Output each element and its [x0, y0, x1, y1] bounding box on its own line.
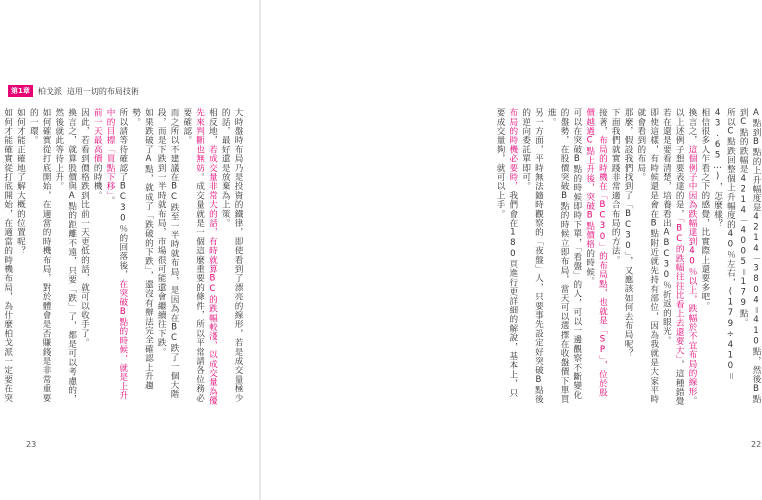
left-page: [0, 0, 259, 500]
highlighted-text: 「BC的跌幅往往比看上去還要大」: [674, 218, 685, 360]
body-text: 的時候。: [584, 248, 595, 286]
left_page-paragraph: [129, 108, 155, 406]
body-text: 大時盤時布局乃是投資的鐵律，即使看到了漂亮的線形，若是成交量極少的話，最好還是放棄為上策。: [220, 108, 243, 403]
left_page-paragraph: [154, 108, 180, 406]
body-text: 即使這樣，有時候還是會在B點附近就先持有部位，因為我就是大家平時就會看到的布局。: [635, 108, 659, 404]
body-text: 那麼，假設我們找到了「BC30」，又應該如何去布局呢？: [623, 108, 634, 358]
body-text: 跌幅是4214－4005＝179點。: [738, 146, 749, 328]
body-text: 下面我們就實踐非常適合布局的方法。: [610, 108, 621, 265]
left_page-paragraph: [103, 108, 129, 406]
highlighted-text: 前一天最高價: [92, 108, 103, 164]
left_page-paragraph: [78, 108, 91, 406]
body-text: A點到B點的上升幅度是4214－3804＝410點，然後B點到C點的: [738, 108, 761, 404]
body-text: 另一方面，平時無法隨時觀察的「夜盤」人，只要事先設定好突破B點後的逆向委託單即可。: [520, 108, 544, 404]
body-text: 換言之，: [687, 108, 698, 145]
running-header: [8, 85, 139, 97]
right_page-paragraph: [685, 108, 698, 406]
left_page-paragraph: [52, 108, 78, 406]
section-title: 柏戈派: [37, 86, 62, 96]
book-title: 這用一切的布局技術: [66, 86, 139, 96]
body-text: 如果跌破了A點，就成了「跌破的下跌」，還沒有辦法完全確認上升趨勢。: [130, 108, 154, 391]
chapter-badge: 第1章: [8, 85, 33, 97]
left-page-body: [2, 108, 244, 406]
body-text: 。成交量就是一個這麼重要的條件，所以平常請各位務必要確認。: [181, 108, 205, 403]
left_page-paragraph: [26, 108, 52, 406]
body-text: 。: [105, 195, 116, 205]
body-text: 以上述例子想要表達的是，: [674, 108, 685, 219]
highlighted-text: 這個例子中因為跌幅達到40％以上，跌幅於不宜布局的線形: [687, 144, 698, 397]
highlighted-text: 若成交量非常大的話，有時就算BC的跌幅較淺，以成交量為優先來判斷也無妨: [194, 108, 218, 406]
right_page-paragraph: [493, 108, 519, 406]
highlighted-text: 布局的時機在「BC30」的布局點，也就是「SP」，位於股價越過C點上升後，突破B點價格: [584, 108, 608, 398]
page-number-left: 23: [26, 440, 37, 449]
right_page-paragraph: [736, 108, 762, 406]
body-text: 如何確實從打底開始，在適當的時機布局，對於體會是否賺錢是非常重要的一環。: [28, 108, 52, 403]
right_page-paragraph: [711, 108, 737, 406]
body-text: 如何才能確實從打底開始，在適當的時機布局，為什麼柏戈派一定要在突: [2, 108, 13, 403]
left_page-paragraph: [0, 108, 14, 406]
body-text: 。: [687, 396, 698, 406]
right-page: [261, 0, 762, 500]
body-text: 可以在突破B點的時候即時下單，「看盤」的人，可以一邊觀察不斷變化的盤勢，在股價突破B點的時候立即布局，當天可以選擇在收盤價下單買進。: [546, 108, 582, 404]
body-text: 因此，若看到價格跌到比前一天更低的話，就可以收手了。: [79, 108, 90, 348]
body-text: 相信很多人乍看之下的感覺，比實際上還要多吧。: [699, 108, 710, 311]
right_page-paragraph: [634, 108, 660, 406]
body-text: 相反地，: [207, 108, 218, 145]
right_page-paragraph: [544, 108, 582, 406]
body-text: 所以請等待確認了BC30％的回落後，: [117, 108, 128, 280]
right-page-body: [495, 108, 762, 406]
right_page-paragraph: [660, 108, 686, 406]
left_page-paragraph: [180, 108, 218, 406]
right_page-paragraph: [583, 108, 609, 406]
left_page-paragraph: [14, 108, 27, 406]
right_page-paragraph: [698, 108, 711, 406]
body-text: 我們會在180頁進行更詳細的解說，基本上，只要成交量夠，就可以上手。: [495, 108, 518, 398]
body-text: ，這種錯覺若在還是要看清楚，培養看出ABC30％折返的眼光。: [661, 108, 685, 406]
left_page-paragraph: [218, 108, 244, 406]
body-text: 而之所以不建議在BC跌至一半時就布局，是因為在BC跌了一個大階段，而是下跌到一半時就布局，市場很可能還會繼續往下跌。: [156, 108, 180, 399]
page-number-right: 22: [751, 440, 762, 449]
body-text: 接著，: [597, 108, 608, 136]
body-text: 換言之，就算股價與A點的距離不遠，只要「跌」了，都是可以考慮的，然後就此等待上升。: [53, 108, 77, 404]
left_page-paragraph: [90, 108, 103, 406]
body-text: 的時機。: [92, 163, 103, 201]
right_page-paragraph: [608, 108, 621, 406]
highlighted-text: 布局的時機必要時，: [507, 108, 518, 191]
right_page-paragraph: [621, 108, 634, 406]
right_page-paragraph: [519, 108, 545, 406]
highlighted-text: 在突破B點的時候，就是上升中的目標「買點下移」: [105, 108, 128, 401]
body-text: 所以C點跌回整個上升幅度的40％左右，(179÷410＝43.65…)，怎麼樣？: [712, 108, 736, 381]
body-text: 如何才能正確地了解大概的位置呢？: [15, 108, 26, 256]
